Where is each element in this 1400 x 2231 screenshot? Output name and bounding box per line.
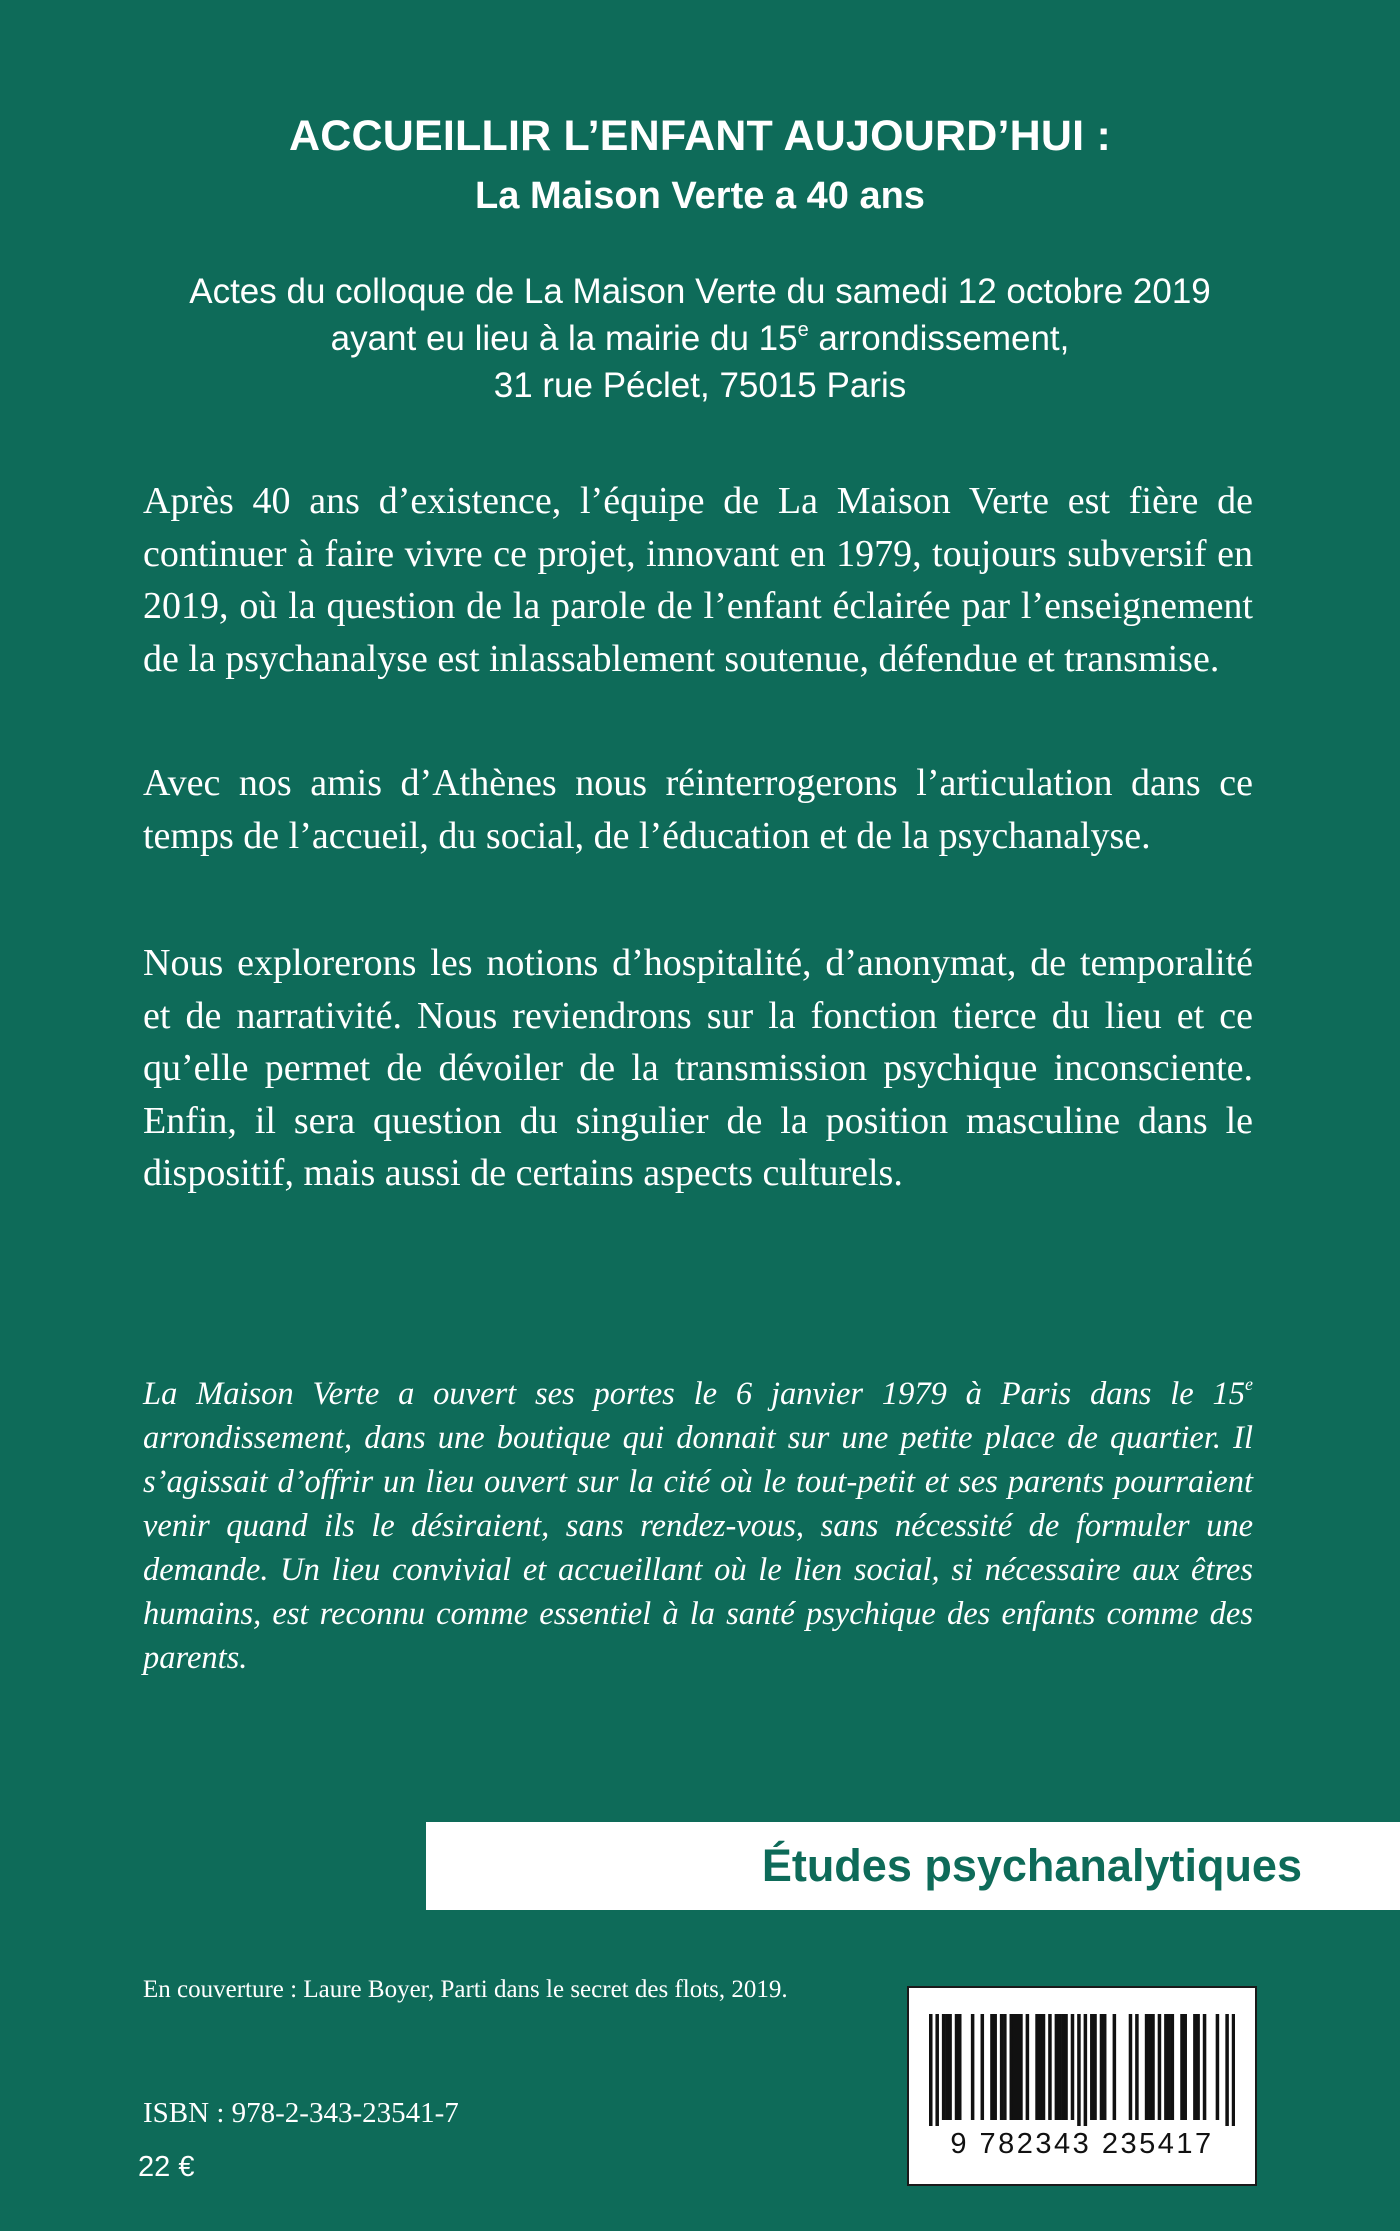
description-paragraph-3: Nous explorerons les notions d’hospitalité, d’anonymat, de temporalité et de narrativité. Nous reviendrons sur la fonction tierce du lieu et ce qu’elle permet de dévoiler de la transmission psychique inconsciente. Enfin, il sera question du singulier de la position masculine dans le dispositif, mais aussi de certains aspects culturels.	[143, 942, 1253, 1194]
barcode-bars	[929, 2014, 1235, 2126]
proceedings-ordinal-sup: e	[797, 319, 809, 341]
collection-band	[426, 1822, 1400, 1910]
barcode-bar	[1077, 2014, 1081, 2126]
barcode-bar	[1003, 2014, 1007, 2120]
cover-credit: En couverture : Laure Boyer, Parti dans le secret des flots, 2019.	[143, 1976, 788, 2003]
barcode-bar	[1016, 2014, 1020, 2120]
barcode-bar	[1164, 2014, 1168, 2120]
proceedings-line-2	[0, 315, 1400, 362]
barcode-bar	[1135, 2014, 1139, 2120]
proceedings-line-1: Actes du colloque de La Maison Verte du samedi 12 octobre 2019	[189, 272, 1211, 311]
proceedings-line-3: 31 rue Péclet, 75015 Paris	[493, 366, 907, 405]
barcode-bar	[1019, 2014, 1023, 2120]
barcode-bar	[1010, 2014, 1014, 2120]
price: 22 €	[138, 2151, 195, 2183]
barcode-bar	[981, 2014, 985, 2120]
barcode-bar	[1055, 2014, 1059, 2120]
barcode-bar	[1225, 2014, 1229, 2126]
barcode-bar	[1093, 2014, 1097, 2120]
proceedings-line-2-end: arrondissement,	[808, 319, 1070, 358]
barcode-bar	[1148, 2014, 1152, 2120]
collection-label: Études psychanalytiques	[761, 1840, 1302, 1891]
history-paragraph	[143, 1372, 1253, 1680]
barcode-bar	[1183, 2014, 1187, 2120]
barcode-bar	[1064, 2014, 1068, 2120]
barcode-bar	[1090, 2014, 1094, 2120]
barcode-bar	[1100, 2014, 1104, 2120]
history-ordinal-sup: e	[1245, 1374, 1253, 1394]
barcode-bar	[993, 2014, 997, 2120]
barcode-bar	[1000, 2014, 1004, 2120]
barcode-bar	[1232, 2014, 1235, 2126]
barcode-bar	[1084, 2014, 1088, 2126]
proceedings-line-2-start: ayant eu lieu à la mairie du 15	[330, 319, 798, 358]
book-subtitle: La Maison Verte a 40 ans	[475, 175, 925, 217]
barcode-bar	[1158, 2014, 1162, 2120]
barcode-bar	[1048, 2014, 1052, 2120]
barcode-bar	[1171, 2014, 1175, 2120]
barcode-bar	[971, 2014, 975, 2120]
barcode-bar	[1058, 2014, 1062, 2120]
description-paragraph-2: Avec nos amis d’Athènes nous réinterrogerons l’articulation dans ce temps de l’accueil, du social, de l’éducation et de la psychanalyse.	[143, 762, 1253, 857]
barcode-bar	[1013, 2014, 1017, 2120]
description-paragraph-1: Après 40 ans d’existence, l’équipe de La Maison Verte est fière de continuer à faire vivre ce projet, innovant en 1979, toujours subversif en 2019, où la question de la parole de l’enfant éclairée par l’enseignement de la psychanalyse est inlassablement soutenue, défendue et transmise.	[143, 480, 1253, 680]
barcode-bar	[1113, 2014, 1117, 2120]
barcode-bar	[1129, 2014, 1133, 2120]
barcode-bar	[1103, 2014, 1107, 2120]
barcode-bar	[1026, 2014, 1030, 2120]
barcode-bar	[958, 2014, 962, 2120]
history-text-start: La Maison Verte a ouvert ses portes le 6 janvier 1979 à Paris dans le 15	[143, 1376, 1245, 1412]
barcode-bar	[1061, 2014, 1065, 2120]
barcode-bar	[1035, 2014, 1039, 2120]
isbn: ISBN : 978-2-343-23541-7	[143, 2097, 459, 2129]
barcode-bar	[1039, 2014, 1043, 2120]
barcode-bar	[942, 2014, 946, 2120]
book-title: ACCUEILLIR L’ENFANT AUJOURD’HUI :	[288, 112, 1111, 160]
barcode	[907, 1986, 1257, 2186]
barcode-bar	[1071, 2014, 1075, 2120]
barcode-bar	[1193, 2014, 1197, 2120]
history-text-end: arrondissement, dans une boutique qui donnait sur une petite place de quartier. Il s’agissait d’offrir un lieu ouvert sur la cité où le tout-petit et ses parents pourraient venir quand ils le désiraient, sans rendez-vous, sans nécessité de formuler une demande. Un lieu convivial et accueillant où le lien social, si nécessaire aux êtres humains, est reconnu comme essentiel à la santé psychique des enfants comme des parents.	[143, 1420, 1253, 1676]
barcode-bar	[1180, 2014, 1184, 2120]
barcode-bar	[1151, 2014, 1155, 2120]
barcode-bar	[935, 2014, 939, 2126]
barcode-bar	[1196, 2014, 1200, 2120]
barcode-digits: 9 782343 235417	[950, 2128, 1214, 2160]
barcode-bar	[955, 2014, 959, 2120]
barcode-bar	[1203, 2014, 1207, 2120]
barcode-bar	[1042, 2014, 1046, 2120]
barcode-bar	[990, 2014, 994, 2120]
barcode-bar	[948, 2014, 952, 2120]
barcode-bar	[929, 2014, 933, 2126]
barcode-bar	[1145, 2014, 1149, 2120]
barcode-bar	[945, 2014, 949, 2120]
barcode-bar	[1216, 2014, 1220, 2120]
barcode-bar	[1167, 2014, 1171, 2120]
proceedings-info	[0, 268, 1400, 409]
